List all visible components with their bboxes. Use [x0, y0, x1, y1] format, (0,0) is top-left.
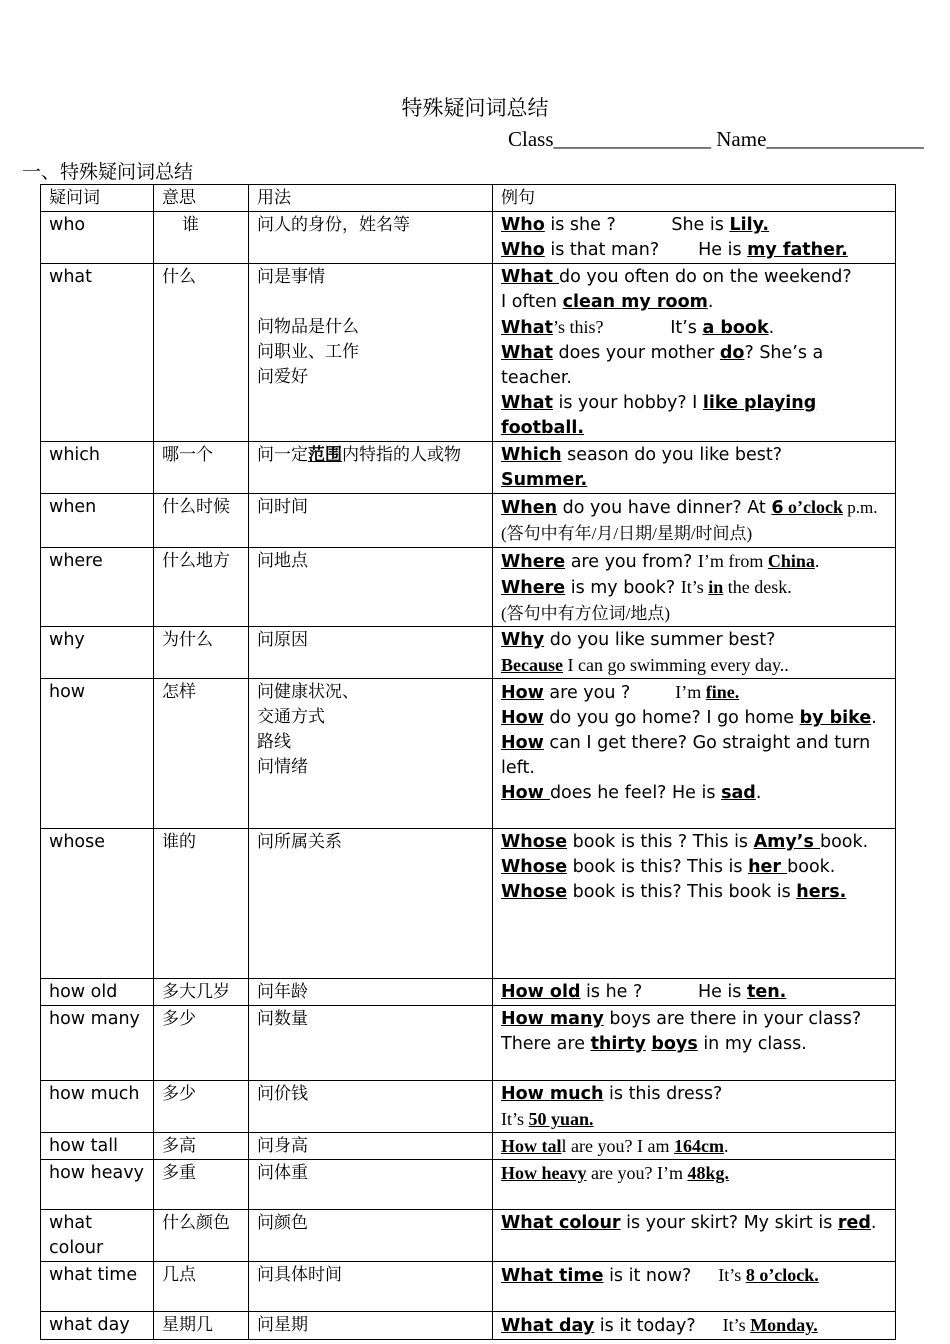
header-meaning: 意思 — [154, 185, 249, 212]
example-line: What’s this? It’s a book. — [501, 317, 775, 338]
meaning-cell: 谁 — [154, 212, 249, 264]
example-line: Where is my book? It’s in the desk. — [501, 577, 792, 598]
example-line: What is your hobby? I like playing football. — [501, 393, 817, 438]
example-line: What time is it now? It’s 8 o’clock. — [501, 1265, 819, 1286]
example-cell — [493, 442, 896, 494]
usage-cell: 问年龄 — [249, 979, 493, 1006]
example-cell — [493, 1160, 896, 1210]
usage-cell: 问具体时间 — [249, 1262, 493, 1312]
meaning-cell: 什么时候 — [154, 494, 249, 548]
usage-cell: 问星期 — [249, 1312, 493, 1340]
table-row — [41, 212, 896, 264]
example-line: How many boys are there in your class? — [501, 1009, 862, 1029]
example-cell — [493, 212, 896, 264]
example-cell — [493, 979, 896, 1006]
meaning-cell: 什么地方 — [154, 548, 249, 627]
example-line: How heavy are you? I’m 48kg. — [501, 1163, 729, 1183]
table-header-row — [41, 185, 896, 212]
example-cell — [493, 1262, 896, 1312]
usage-cell: 问价钱 — [249, 1081, 493, 1133]
class-name-line — [508, 127, 924, 152]
table-row — [41, 494, 896, 548]
meaning-cell: 多高 — [154, 1133, 249, 1160]
word-cell: how heavy — [41, 1160, 154, 1210]
table-row — [41, 264, 896, 442]
example-cell — [493, 494, 896, 548]
header-word: 疑问词 — [41, 185, 154, 212]
table-row — [41, 829, 896, 979]
example-line: Whose book is this? This book is hers. — [501, 882, 847, 902]
word-cell: where — [41, 548, 154, 627]
example-cell — [493, 1006, 896, 1081]
meaning-cell: 多少 — [154, 1006, 249, 1081]
usage-line: 路线 — [257, 732, 291, 752]
word-cell: how — [41, 679, 154, 829]
example-cell — [493, 1133, 896, 1160]
word-cell: how many — [41, 1006, 154, 1081]
table-row — [41, 548, 896, 627]
example-line: How tall are you? I am 164cm. — [501, 1136, 729, 1156]
usage-cell: 问颜色 — [249, 1210, 493, 1262]
example-cell — [493, 1312, 896, 1340]
example-line: Summer. — [501, 470, 588, 490]
example-line: (答句中有方位词/地点) — [501, 604, 671, 623]
example-line: What does your mother do? She’s a teacher. — [501, 343, 824, 388]
class-label: Class — [508, 127, 554, 151]
usage-cell: 问原因 — [249, 627, 493, 679]
word-cell: what day — [41, 1312, 154, 1340]
meaning-cell: 哪一个 — [154, 442, 249, 494]
example-line: Whose book is this ? This is Amy’s book. — [501, 832, 869, 852]
usage-cell: 问体重 — [249, 1160, 493, 1210]
example-line: There are thirty boys in my class. — [501, 1034, 807, 1054]
usage-line: 问是事情 — [257, 267, 325, 287]
word-cell: how much — [41, 1081, 154, 1133]
example-line: How are you ? I’m fine. — [501, 682, 740, 703]
example-line: How old is he ? He is ten. — [501, 982, 787, 1002]
header-example: 例句 — [493, 185, 896, 212]
word-cell: why — [41, 627, 154, 679]
usage-line-blank — [257, 290, 484, 315]
example-line: Why do you like summer best? — [501, 630, 776, 650]
usage-cell — [249, 679, 493, 829]
usage-cell — [249, 264, 493, 442]
usage-line: 问健康状况、 — [257, 682, 359, 702]
table-row — [41, 679, 896, 829]
header-usage: 用法 — [249, 185, 493, 212]
usage-cell: 问数量 — [249, 1006, 493, 1081]
table-row — [41, 1262, 896, 1312]
table-row — [41, 1006, 896, 1081]
example-line: What day is it today? It’s Monday. — [501, 1315, 818, 1336]
word-cell: whose — [41, 829, 154, 979]
usage-cell: 问身高 — [249, 1133, 493, 1160]
example-cell — [493, 829, 896, 979]
usage-line: 交通方式 — [257, 707, 325, 727]
meaning-cell: 星期几 — [154, 1312, 249, 1340]
example-line: How does he feel? He is sad. — [501, 783, 762, 803]
example-line: Where are you from? I’m from China. — [501, 551, 820, 572]
example-cell — [493, 548, 896, 627]
word-cell: what — [41, 264, 154, 442]
word-cell: who — [41, 212, 154, 264]
usage-cell: 问时间 — [249, 494, 493, 548]
section-heading: 一、特殊疑问词总结 — [22, 161, 194, 183]
meaning-cell: 什么颜色 — [154, 1210, 249, 1262]
usage-line: 问职业、工作 — [257, 342, 359, 362]
example-line: What colour is your skirt? My skirt is red. — [501, 1213, 877, 1233]
name-label: Name — [716, 127, 767, 151]
example-line: What do you often do on the weekend? — [501, 267, 852, 287]
usage-line: 问爱好 — [257, 367, 308, 387]
meaning-cell: 几点 — [154, 1262, 249, 1312]
class-blank: _______________ — [553, 127, 712, 151]
meaning-cell: 谁的 — [154, 829, 249, 979]
example-cell — [493, 1210, 896, 1262]
table-row — [41, 1160, 896, 1210]
usage-line: 问物品是什么 — [257, 317, 359, 337]
table-row — [41, 1210, 896, 1262]
example-cell — [493, 679, 896, 829]
table-row — [41, 979, 896, 1006]
question-word-table — [40, 184, 896, 1340]
example-line: How can I get there? Go straight and turn left. — [501, 733, 871, 778]
example-cell — [493, 264, 896, 442]
usage-cell: 问所属关系 — [249, 829, 493, 979]
example-cell — [493, 1081, 896, 1133]
meaning-cell: 怎样 — [154, 679, 249, 829]
usage-line: 问情绪 — [257, 757, 308, 777]
example-line: It’s 50 yuan. — [501, 1109, 594, 1129]
meaning-cell: 多少 — [154, 1081, 249, 1133]
word-cell: how tall — [41, 1133, 154, 1160]
example-line: Whose book is this? This is her book. — [501, 857, 836, 877]
usage-cell: 问一定范围内特指的人或物 — [249, 442, 493, 494]
table-row — [41, 627, 896, 679]
meaning-cell: 多大几岁 — [154, 979, 249, 1006]
table-row — [41, 1133, 896, 1160]
example-line: How much is this dress? — [501, 1084, 723, 1104]
document-title: 特殊疑问词总结 — [401, 96, 549, 120]
example-line: When do you have dinner? At 6 o’clock p.m. (答句中有年/月/日期/星期/时间点) — [501, 497, 878, 543]
example-line: Which season do you like best? — [501, 445, 783, 465]
usage-cell: 问人的身份，姓名等 — [249, 212, 493, 264]
word-cell: when — [41, 494, 154, 548]
meaning-cell: 为什么 — [154, 627, 249, 679]
table-row — [41, 442, 896, 494]
word-cell: what colour — [41, 1210, 154, 1262]
word-cell: which — [41, 442, 154, 494]
table-row — [41, 1081, 896, 1133]
example-line: Who is she ? She is Lily. — [501, 215, 770, 235]
word-cell: how old — [41, 979, 154, 1006]
example-line: Who is that man? He is my father. — [501, 240, 848, 260]
example-cell — [493, 627, 896, 679]
usage-cell: 问地点 — [249, 548, 493, 627]
name-blank: _______________ — [766, 127, 924, 151]
meaning-cell: 什么 — [154, 264, 249, 442]
example-line: Because I can go swimming every day.. — [501, 655, 789, 675]
example-line: I often clean my room. — [501, 292, 714, 312]
example-line: How do you go home? I go home by bike. — [501, 708, 877, 728]
meaning-cell: 多重 — [154, 1160, 249, 1210]
word-cell: what time — [41, 1262, 154, 1312]
table-row — [41, 1312, 896, 1340]
